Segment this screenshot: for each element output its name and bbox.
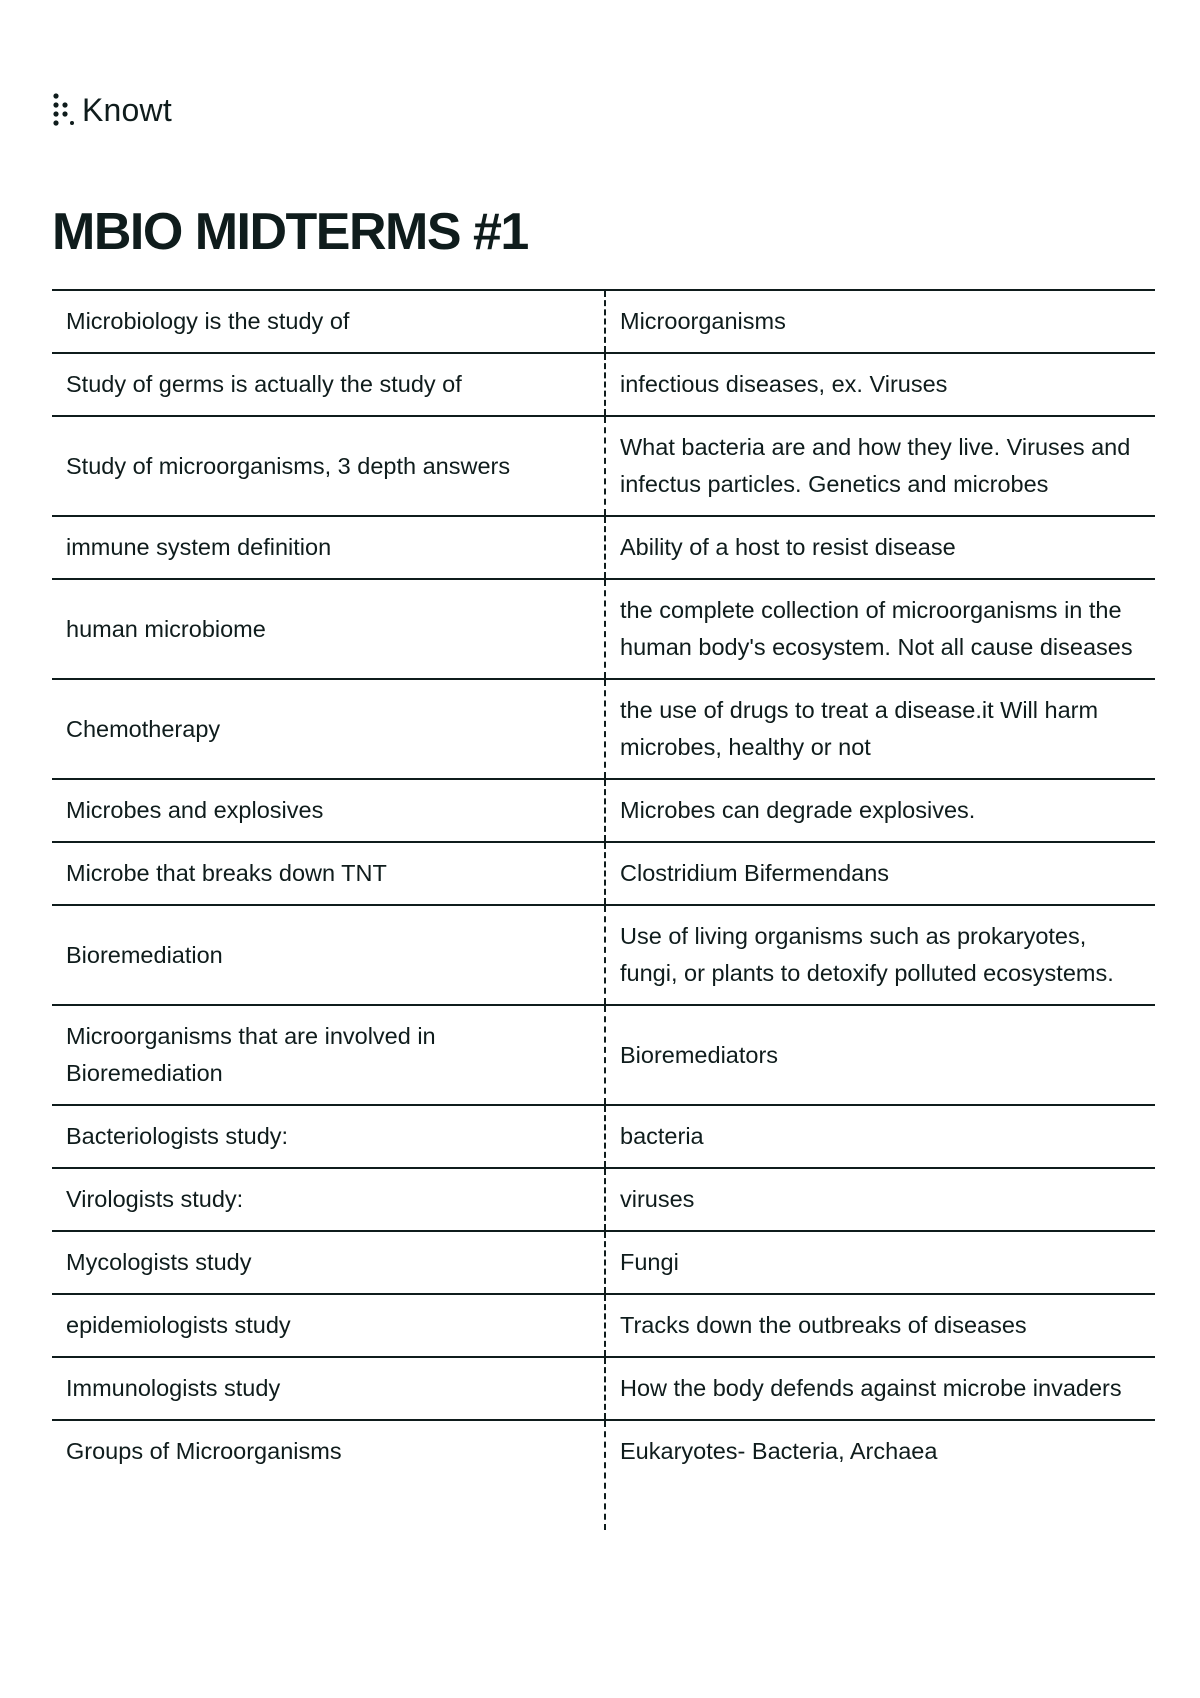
definition-cell: Fungi [605,1231,1155,1294]
definition-cell: What bacteria are and how they live. Viruses and infectus particles. Genetics and microbes [605,416,1155,516]
definition-cell: Clostridium Bifermendans [605,842,1155,905]
term-cell: epidemiologists study [52,1294,605,1357]
definition-cell: bacteria [605,1105,1155,1168]
flashcard-row [52,1168,1155,1231]
term-cell: Microbes and explosives [52,779,605,842]
term-cell: Bioremediation [52,905,605,1005]
flashcard-row [52,290,1155,353]
brand-name: Knowt [82,91,172,128]
term-cell: Study of germs is actually the study of [52,353,605,416]
flashcard-row [52,779,1155,842]
flashcard-row [52,1294,1155,1357]
definition-cell: the complete collection of microorganisms in the human body's ecosystem. Not all cause diseases [605,579,1155,679]
definition-cell: Tracks down the outbreaks of diseases [605,1294,1155,1357]
flashcard-row [52,1231,1155,1294]
term-cell: Chemotherapy [52,679,605,779]
flashcard-table [52,289,1155,1530]
flashcard-row [52,516,1155,579]
term-cell: Virologists study: [52,1168,605,1231]
brand-header [52,90,172,130]
term-cell: Groups of Microorganisms [52,1420,605,1530]
term-cell: immune system definition [52,516,605,579]
knowt-dots-logo-icon [52,92,74,128]
flashcard-row [52,579,1155,679]
flashcard-row [52,1357,1155,1420]
term-cell: Bacteriologists study: [52,1105,605,1168]
term-cell: Microorganisms that are involved in Bioremediation [52,1005,605,1105]
definition-cell: the use of drugs to treat a disease.it Will harm microbes, healthy or not [605,679,1155,779]
flashcard-rows [52,290,1155,1530]
flashcard-row [52,1005,1155,1105]
definition-cell: infectious diseases, ex. Viruses [605,353,1155,416]
term-cell: Study of microorganisms, 3 depth answers [52,416,605,516]
term-cell: Mycologists study [52,1231,605,1294]
definition-cell: Bioremediators [605,1005,1155,1105]
flashcard-row [52,416,1155,516]
definition-cell: viruses [605,1168,1155,1231]
term-cell: human microbiome [52,579,605,679]
flashcard-row [52,679,1155,779]
definition-cell: How the body defends against microbe invaders [605,1357,1155,1420]
definition-cell: Microorganisms [605,290,1155,353]
flashcard-row [52,353,1155,416]
flashcard-row [52,1105,1155,1168]
definition-cell: Ability of a host to resist disease [605,516,1155,579]
flashcard-row [52,1420,1155,1530]
definition-cell: Eukaryotes- Bacteria, Archaea [605,1420,1155,1530]
flashcard-row [52,905,1155,1005]
term-cell: Microbe that breaks down TNT [52,842,605,905]
page-title: MBIO MIDTERMS #1 [52,203,528,261]
term-cell: Immunologists study [52,1357,605,1420]
flashcard-row [52,842,1155,905]
definition-cell: Use of living organisms such as prokaryotes, fungi, or plants to detoxify polluted ecosystems. [605,905,1155,1005]
definition-cell: Microbes can degrade explosives. [605,779,1155,842]
term-cell: Microbiology is the study of [52,290,605,353]
